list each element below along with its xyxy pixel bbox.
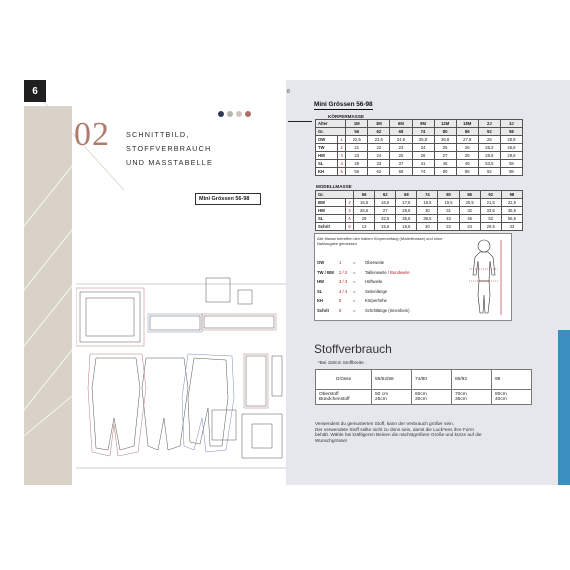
table-cell: 43: [438, 215, 459, 223]
note-line: Der verwendete Stoff sollte nicht zu dünn sein, damit die Luck*ees ihre Form: [315, 426, 474, 432]
table-cell: 56,5: [501, 215, 522, 223]
legend-num: 5: [339, 298, 342, 303]
size-cell: 98: [500, 128, 522, 136]
row-index: 2: [338, 144, 346, 152]
table-cell: 31: [438, 207, 459, 215]
table-cell: 21: [346, 144, 368, 152]
table-row: [316, 136, 523, 144]
row-label: Schrit: [316, 223, 346, 231]
header-cell: 9M: [412, 120, 434, 128]
row-label: OW: [316, 136, 338, 144]
row-label: BW: [316, 199, 346, 207]
fabric-row-label: [316, 390, 372, 405]
table-cell: 28,5: [396, 207, 417, 215]
note-line: behält. Wähle bei kräftigeren Beinen die nächstgrößere Größe und kürze auf die: [315, 432, 482, 438]
table-cell: 28,8: [478, 152, 500, 160]
model-header-label: Gr.: [316, 191, 354, 199]
table-cell: 23: [346, 152, 368, 160]
chapter-number: 02: [74, 116, 110, 153]
right-page: [286, 80, 570, 485]
table-cell: 33: [368, 160, 390, 168]
body-measures-title: KÖRPERMASSE: [328, 114, 364, 119]
table-cell: 29,6: [500, 152, 522, 160]
legend-key: OW: [317, 260, 325, 265]
fabric-header-cell: 74/80: [412, 370, 452, 390]
table-cell: 28: [478, 136, 500, 144]
table-row: [316, 152, 523, 160]
table-cell: 45: [434, 160, 456, 168]
legend-eq: =: [353, 288, 356, 294]
legend-key: HW: [317, 279, 324, 284]
legend-key: SL: [317, 288, 323, 294]
table-cell: 62: [368, 168, 390, 176]
size-cell: 86: [456, 128, 478, 136]
row-label: SL: [316, 215, 346, 223]
header-cell: 6M: [390, 120, 412, 128]
page-number: 6: [24, 80, 46, 102]
chapter-title: [126, 128, 276, 170]
table-cell: 32,5: [375, 215, 396, 223]
table-cell: 98: [500, 168, 522, 176]
table-cell: 24: [412, 144, 434, 152]
table-cell: 16,5: [375, 199, 396, 207]
table-cell: 86: [456, 168, 478, 176]
size-cell: 62: [375, 191, 396, 199]
note-line: Wunschgrösse!: [315, 437, 348, 443]
legend-num: 6: [339, 307, 342, 313]
table-cell: 29,5: [480, 223, 501, 231]
legend-item: [317, 298, 387, 303]
table-cell: 26: [412, 152, 434, 160]
size-cell: 74: [417, 191, 438, 199]
table-cell: 25: [434, 144, 456, 152]
fabric-value: 70cm: [455, 392, 467, 397]
row-index: 3: [346, 207, 354, 215]
chapter-title-line1: SCHNITTBILD, STOFFVERBRAUCH: [126, 130, 212, 153]
table-cell: 17,5: [396, 199, 417, 207]
table-cell: 27: [434, 152, 456, 160]
fabric-value: 25cm: [375, 397, 387, 402]
legend-item: [317, 270, 410, 275]
table-cell: 74: [412, 168, 434, 176]
fabric-label-outer: Oberstoff: [319, 392, 339, 397]
table-cell: 24: [459, 223, 480, 231]
row-index: 2: [346, 199, 354, 207]
size-cell: 68: [390, 128, 412, 136]
size-cell: 56: [354, 191, 375, 199]
accent-stripe: [558, 330, 570, 485]
table-cell: 25: [390, 152, 412, 160]
table-cell: 26,6: [500, 144, 522, 152]
header-cell: 12M: [434, 120, 456, 128]
table-cell: 24: [368, 152, 390, 160]
header-cell: 3J: [500, 120, 522, 128]
legend-text-main: Hüftweite: [365, 279, 383, 284]
table-cell: 15,5: [354, 199, 375, 207]
left-page: [24, 80, 286, 485]
legend-num: 2 / 2: [339, 269, 348, 275]
color-dot: [218, 111, 224, 117]
table-cell: 33: [501, 223, 522, 231]
table-cell: 23: [438, 223, 459, 231]
table-cell: 32: [459, 207, 480, 215]
table-cell: 46: [459, 215, 480, 223]
legend-text: [365, 298, 387, 303]
fabric-row: [316, 390, 532, 405]
legend-key: Schrit: [317, 307, 329, 313]
legend-text-main: Oberweite: [365, 260, 385, 265]
table-cell: 58: [500, 160, 522, 168]
legend-key: KH: [317, 298, 324, 303]
table-row: [316, 215, 523, 223]
table-cell: 22,5: [346, 136, 368, 144]
table-cell: 35,5: [501, 207, 522, 215]
legend-text-main: Seitenlänge: [365, 288, 388, 294]
table-cell: 22,5: [501, 199, 522, 207]
legend-num: 1: [339, 260, 342, 265]
fabric-cell: [452, 390, 492, 405]
fabric-header-cell: 56/62/68: [372, 370, 412, 390]
row-index: 5: [338, 168, 346, 176]
table-cell: 15,5: [375, 223, 396, 231]
header-label: Alter: [316, 120, 346, 128]
legend-text-highlight: Bundweite: [390, 269, 410, 275]
fabric-header-cell: 98: [492, 370, 532, 390]
table-cell: 24,5: [390, 136, 412, 144]
fabric-consumption-table: [315, 369, 532, 405]
fabric-value: 30cm: [415, 397, 427, 402]
legend-text-main: Schrittlänge (Innenbein): [365, 307, 410, 313]
legend-eq: =: [353, 279, 356, 284]
table-cell: 29: [354, 215, 375, 223]
size-label: Gr.: [316, 128, 346, 136]
table-cell: 39,5: [417, 215, 438, 223]
table-cell: 23: [390, 144, 412, 152]
color-dot: [227, 111, 233, 117]
table-cell: 35,5: [396, 215, 417, 223]
fabric-label-cuff: Bündchenstoff: [319, 397, 350, 402]
fabric-value: 35cm: [455, 397, 467, 402]
fabric-title: Stoffverbrauch: [314, 342, 392, 356]
fabric-value: 60cm: [415, 392, 427, 397]
size-cell: 92: [480, 191, 501, 199]
table-cell: 27,8: [456, 136, 478, 144]
fabric-note: [315, 421, 530, 443]
table-cell: 27: [375, 207, 396, 215]
table-row: [316, 160, 523, 168]
size-cell: 74: [412, 128, 434, 136]
table-cell: 22: [368, 144, 390, 152]
row-index: 4: [346, 215, 354, 223]
header-cell: 2J: [478, 120, 500, 128]
table-row: [316, 199, 523, 207]
size-cell: 98: [501, 191, 522, 199]
legend-num: 3 / 3: [339, 279, 348, 284]
size-cell: 92: [478, 128, 500, 136]
legend-key: TW / BW: [317, 269, 334, 275]
size-cell: 56: [346, 128, 368, 136]
table-cell: 80: [434, 168, 456, 176]
row-label: HW: [316, 207, 346, 215]
legend-text: [365, 260, 384, 265]
book-spread: [24, 80, 570, 485]
legend-intro: Alle Masse betreffen den halben Körperumfang (Modellmasse) und ohne Nahtzugabe gemessen: [317, 236, 443, 246]
table-cell: 49: [456, 160, 478, 168]
legend-item: [317, 260, 384, 265]
size-cell: 80: [434, 128, 456, 136]
legend-text: [365, 289, 387, 294]
table-row: [316, 207, 523, 215]
size-row: [316, 128, 523, 136]
measurement-legend: [314, 233, 512, 321]
legend-eq: =: [353, 307, 356, 313]
right-page-number: 8: [287, 89, 290, 95]
row-index: 3: [338, 152, 346, 160]
table-cell: 41: [412, 160, 434, 168]
table-row: [316, 168, 523, 176]
pattern-sheet-label: Mini Grössen 56-98: [195, 193, 261, 205]
child-figure-illustration: [461, 237, 507, 319]
table-cell: 28: [456, 152, 478, 160]
color-dots: [218, 111, 251, 117]
row-label: HW: [316, 152, 338, 160]
fabric-value: 50 cm: [375, 392, 389, 397]
row-index: 4: [338, 160, 346, 168]
body-measures-rows: [316, 136, 523, 176]
model-measures-title: MODELLMASSE: [316, 184, 352, 189]
table-cell: 26,5: [354, 207, 375, 215]
legend-item: [317, 289, 387, 294]
fabric-cell: [492, 390, 532, 405]
legend-text: [365, 270, 410, 275]
table-cell: 52: [480, 215, 501, 223]
header-cell: 1M: [346, 120, 368, 128]
legend-text: [365, 279, 382, 284]
fabric-subtitle: *Bei 150cm Stoffbreite: [318, 360, 364, 365]
table-cell: 26,3: [478, 144, 500, 152]
body-measures-table: [315, 119, 523, 176]
legend-item: [317, 308, 409, 313]
table-cell: 28,9: [500, 136, 522, 144]
row-label: TW: [316, 144, 338, 152]
table-cell: 53,5: [478, 160, 500, 168]
legend-eq: =: [353, 260, 356, 265]
legend-num: 4 / 4: [339, 288, 348, 294]
table-cell: 30: [417, 207, 438, 215]
row-index: 1: [338, 136, 346, 144]
fabric-cell: [372, 390, 412, 405]
color-dot: [245, 111, 251, 117]
fabric-value: 80cm: [495, 392, 507, 397]
size-cell: 80: [438, 191, 459, 199]
table-cell: 18,5: [417, 199, 438, 207]
legend-text: [365, 308, 409, 313]
table-cell: 19,5: [438, 199, 459, 207]
table-cell: 37: [390, 160, 412, 168]
legend-item: [317, 279, 382, 284]
table-cell: 26: [456, 144, 478, 152]
size-cell: 68: [396, 191, 417, 199]
chapter-title-line2: UND MASSTABELLE: [126, 158, 213, 167]
table-cell: 23,6: [368, 136, 390, 144]
table-cell: 20,5: [459, 199, 480, 207]
table-cell: 20: [417, 223, 438, 231]
right-page-heading: Mini Grössen 56-98: [314, 101, 373, 108]
fabric-cell: [412, 390, 452, 405]
model-measures-table: [315, 190, 523, 231]
table-cell: 56: [346, 168, 368, 176]
legend-eq: =: [353, 298, 356, 303]
model-measures-rows: [316, 199, 523, 231]
table-row: [316, 144, 523, 152]
heading-rule: [288, 121, 312, 122]
table-cell: 92: [478, 168, 500, 176]
row-index: 6: [346, 223, 354, 231]
note-line: Verwendest du gemusterten Stoff, kann der Verbrauch größer sein.: [315, 421, 455, 426]
legend-text-main: Körperhöhe: [365, 298, 387, 303]
row-label: SL: [316, 160, 338, 168]
fabric-value: 40cm: [495, 397, 507, 402]
legend-text-main: Taillenweite /: [365, 269, 391, 275]
table-header-row: [316, 120, 523, 128]
size-cell: 62: [368, 128, 390, 136]
fabric-header-cell: Grösse: [316, 370, 372, 390]
table-cell: 68: [390, 168, 412, 176]
size-cell: 86: [459, 191, 480, 199]
table-cell: 18,5: [396, 223, 417, 231]
legend-eq: =: [353, 269, 356, 275]
table-row: [316, 223, 523, 231]
fabric-header-cell: 86/92: [452, 370, 492, 390]
color-dot: [236, 111, 242, 117]
fabric-header-row: [316, 370, 532, 390]
table-cell: 29: [346, 160, 368, 168]
table-cell: 25,8: [412, 136, 434, 144]
table-cell: 26,8: [434, 136, 456, 144]
row-label: KH: [316, 168, 338, 176]
header-cell: 18M: [456, 120, 478, 128]
header-cell: 3M: [368, 120, 390, 128]
table-cell: 21,5: [480, 199, 501, 207]
model-header-row: [316, 191, 523, 199]
table-cell: 33,5: [480, 207, 501, 215]
table-cell: 13: [354, 223, 375, 231]
pattern-layout-illustration: [76, 188, 286, 478]
